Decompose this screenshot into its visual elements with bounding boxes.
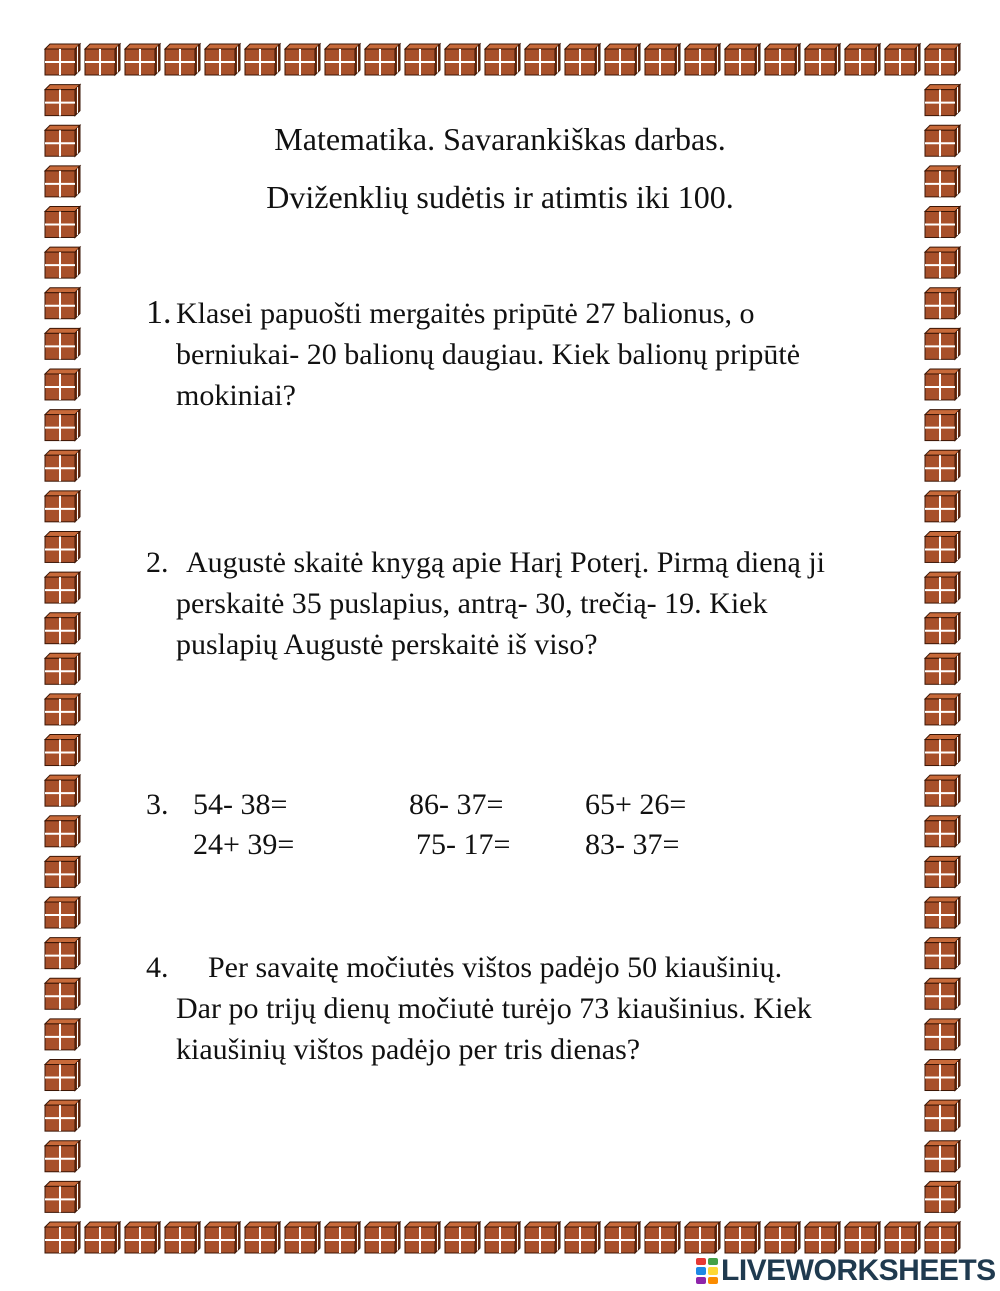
brick-icon — [765, 1222, 800, 1253]
brick-icon — [925, 856, 960, 887]
brick-icon — [765, 44, 800, 75]
task-2-line-3: puslapių Augustė perskaitė iš viso? — [176, 628, 598, 661]
brick-icon — [925, 328, 960, 359]
brick-icon — [205, 1222, 240, 1253]
worksheet-subtitle: Dviženklių sudėtis ir atimtis iki 100. — [266, 179, 734, 215]
brick-icon — [885, 44, 920, 75]
brick-icon — [45, 1060, 80, 1091]
task-4-line-3: kiaušinių vištos padėjo per tris dienas? — [176, 1033, 641, 1066]
brick-icon — [925, 247, 960, 278]
brick-icon — [925, 1019, 960, 1050]
brick-icon — [245, 1222, 280, 1253]
brick-icon — [565, 1222, 600, 1253]
brick-icon — [925, 897, 960, 928]
brick-icon — [365, 44, 400, 75]
brick-icon — [845, 1222, 880, 1253]
brick-icon — [45, 775, 80, 806]
brick-icon — [205, 44, 240, 75]
brick-icon — [925, 288, 960, 319]
task-1-line-3: mokiniai? — [176, 379, 296, 412]
brick-icon — [685, 1222, 720, 1253]
brick-icon — [925, 1100, 960, 1131]
equation: 75- 17= — [416, 828, 511, 861]
brick-icon — [45, 1222, 80, 1253]
brick-icon — [925, 450, 960, 481]
brick-icon — [525, 1222, 560, 1253]
brick-icon — [925, 735, 960, 766]
brick-icon — [685, 44, 720, 75]
brick-icon — [925, 369, 960, 400]
brick-icon — [925, 1141, 960, 1172]
brick-icon — [45, 1141, 80, 1172]
brick-icon — [85, 44, 120, 75]
task-1-number: 1. — [146, 294, 172, 331]
brick-icon — [45, 572, 80, 603]
brick-icon — [125, 1222, 160, 1253]
brick-icon — [925, 653, 960, 684]
brick-icon — [485, 44, 520, 75]
brick-icon — [445, 44, 480, 75]
brick-icon — [45, 653, 80, 684]
brick-icon — [45, 410, 80, 441]
task-1-line-1: Klasei papuošti mergaitės pripūtė 27 balionus, o — [176, 297, 755, 330]
equation: 24+ 39= — [193, 828, 295, 861]
brick-icon — [285, 44, 320, 75]
brick-icon — [45, 288, 80, 319]
brick-icon — [45, 1181, 80, 1212]
brick-icon — [485, 1222, 520, 1253]
brick-icon — [605, 1222, 640, 1253]
brick-icon — [925, 694, 960, 725]
brick-icon — [45, 613, 80, 644]
brick-icon — [45, 247, 80, 278]
brick-icon — [925, 531, 960, 562]
brick-icon — [45, 450, 80, 481]
brick-icon — [165, 44, 200, 75]
brick-icon — [45, 694, 80, 725]
task-2-line-2: perskaitė 35 puslapius, antrą- 30, trečią- 19. Kiek — [176, 587, 768, 620]
equation: 54- 38= — [193, 788, 288, 821]
brick-icon — [85, 1222, 120, 1253]
brick-icon — [45, 897, 80, 928]
brick-icon — [845, 44, 880, 75]
task-2-line-1: Augustė skaitė knygą apie Harį Poterį. Pirmą dieną ji — [186, 546, 826, 579]
brick-icon — [925, 775, 960, 806]
brick-icon — [725, 1222, 760, 1253]
equation: 65+ 26= — [585, 788, 687, 821]
brick-icon — [925, 978, 960, 1009]
equation: 86- 37= — [409, 788, 504, 821]
logo-text: LIVEWORKSHEETS — [721, 1254, 996, 1287]
brick-icon — [45, 85, 80, 116]
brick-icon — [925, 572, 960, 603]
brick-icon — [125, 44, 160, 75]
liveworksheets-logo-icon — [696, 1258, 718, 1284]
task-4-line-2: Dar po trijų dienų močiutė turėjo 73 kiaušinius. Kiek — [176, 992, 812, 1025]
brick-icon — [925, 85, 960, 116]
brick-icon — [925, 1181, 960, 1212]
brick-icon — [645, 1222, 680, 1253]
brick-icon — [45, 978, 80, 1009]
brick-icon — [445, 1222, 480, 1253]
brick-icon — [285, 1222, 320, 1253]
brick-icon — [45, 1100, 80, 1131]
brick-icon — [45, 491, 80, 522]
brick-icon — [525, 44, 560, 75]
brick-icon — [45, 328, 80, 359]
brick-icon — [325, 1222, 360, 1253]
brick-icon — [925, 410, 960, 441]
task-4-line-1: Per savaitę močiutės vištos padėjo 50 kiaušinių. — [208, 951, 783, 984]
brick-icon — [925, 1222, 960, 1253]
brick-icon — [45, 938, 80, 969]
task-2-number: 2. — [146, 546, 169, 579]
brick-icon — [725, 44, 760, 75]
brick-icon — [605, 44, 640, 75]
brick-icon — [925, 44, 960, 75]
brick-icon — [645, 44, 680, 75]
brick-icon — [925, 816, 960, 847]
brick-icon — [365, 1222, 400, 1253]
equation: 83- 37= — [585, 828, 680, 861]
brick-icon — [565, 44, 600, 75]
task-4-number: 4. — [146, 951, 169, 984]
liveworksheets-logo[interactable] — [696, 1254, 996, 1288]
brick-icon — [45, 531, 80, 562]
brick-icon — [805, 44, 840, 75]
brick-icon — [405, 1222, 440, 1253]
brick-icon — [805, 1222, 840, 1253]
brick-icon — [45, 44, 80, 75]
brick-icon — [925, 491, 960, 522]
worksheet-title: Matematika. Savarankiškas darbas. — [274, 121, 726, 157]
task-3-number: 3. — [146, 788, 169, 821]
brick-icon — [405, 44, 440, 75]
brick-icon — [165, 1222, 200, 1253]
brick-icon — [245, 44, 280, 75]
brick-icon — [45, 856, 80, 887]
brick-icon — [45, 816, 80, 847]
brick-icon — [325, 44, 360, 75]
task-1-line-2: berniukai- 20 balionų daugiau. Kiek balionų pripūtė — [176, 338, 801, 371]
brick-icon — [925, 1060, 960, 1091]
brick-icon — [925, 938, 960, 969]
brick-icon — [885, 1222, 920, 1253]
brick-icon — [45, 369, 80, 400]
brick-icon — [925, 613, 960, 644]
brick-icon — [45, 1019, 80, 1050]
brick-icon — [45, 735, 80, 766]
